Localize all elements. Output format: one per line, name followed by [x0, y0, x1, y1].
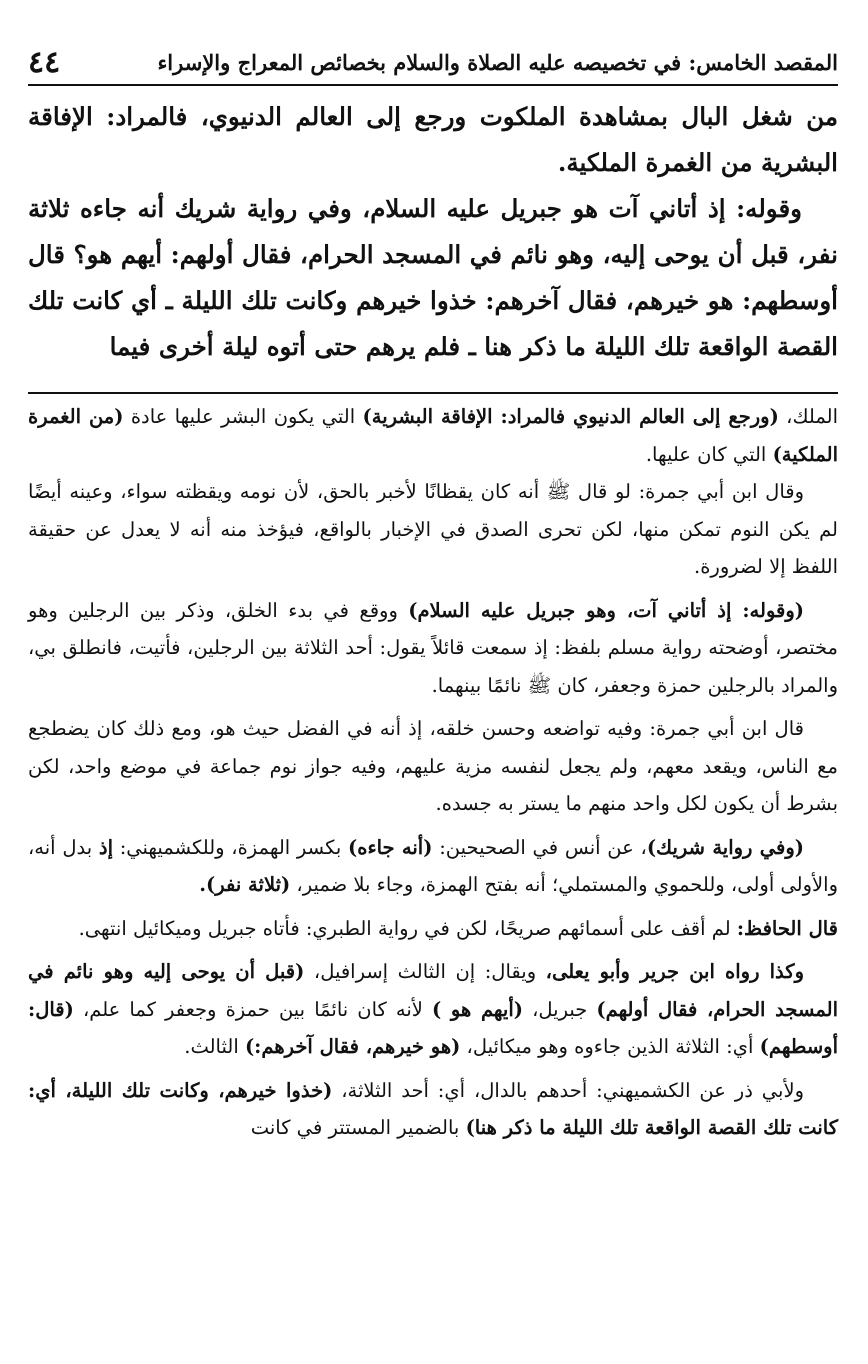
running-title: المقصد الخامس: في تخصيصه عليه الصلاة والسلام بخصائص المعراج والإسراء	[157, 49, 838, 75]
page-header	[28, 40, 838, 86]
main-text	[28, 94, 838, 370]
note-paragraph-1: الملك، (ورجع إلى العالم الدنيوي فالمراد: الإفاقة البشرية) التي يكون البشر عليها عادة (من الغمرة الملكية) التي كان عليها.	[28, 405, 838, 466]
note-paragraph-8: ولأبي ذر عن الكشميهني: أحدهم بالدال، أي: أحد الثلاثة، (خذوا خيرهم، وكانت تلك الليلة، أي: كانت تلك القصة الواقعة تلك الليلة ما ذكر هنا) بالضمير المستتر في كانت	[28, 1078, 838, 1139]
commentary-notes	[28, 398, 838, 1147]
footnote-divider	[28, 392, 838, 394]
note-paragraph-2: وقال ابن أبي جمرة: لو قال ﷺ أنه كان يقظانًا لأخبر بالحق، لأن نومه ويقظته سواء، وعينه أيضًا لم يكن النوم تمكن منها، لكن تحرى الصدق في الإخبار بالواقع، فيؤخذ منه أنه لا يعدل عن حقيقة اللفظ إلا لضرورة.	[28, 480, 838, 578]
note-paragraph-4: قال ابن أبي جمرة: وفيه تواضعه وحسن خلقه، إذ أنه في الفضل حيث هو، ومع ذلك كان يضطجع مع الناس، ويقعد معهم، ولم يجعل لنفسه مزية عليهم، وفيه جواز نوم جماعة في موضع واحد، لكن بشرط أن يكون لكل واحد منهم ما يستر به جسده.	[28, 717, 838, 815]
main-paragraph-2: وقوله: إذ أتاني آت هو جبريل عليه السلام، وفي رواية شريك أنه جاءه ثلاثة نفر، قبل أن يوحى إليه، وهو نائم في المسجد الحرام، فقال أولهم: أيهم هو؟ قال أوسطهم: هو خيرهم، فقال آخرهم: خذوا خيرهم وكانت تلك الليلة ـ أي كانت تلك القصة الواقعة تلك الليلة ما ذكر هنا ـ فلم يرهم حتى أتوه ليلة أخرى فيما	[28, 194, 838, 361]
page-number: ٤٤	[28, 44, 61, 80]
note-paragraph-6: قال الحافظ: لم أقف على أسمائهم صريحًا، لكن في رواية الطبري: فأتاه جبريل وميكائيل انتهى.	[78, 916, 838, 940]
main-paragraph-1: من شغل البال بمشاهدة الملكوت ورجع إلى العالم الدنيوي، فالمراد: الإفاقة البشرية من الغمرة الملكية.	[28, 102, 838, 177]
note-paragraph-3: (وقوله: إذ أتاني آت، وهو جبريل عليه السلام) ووقع في بدء الخلق، وذكر بين الرجلين وهو مختصر، أوضحته رواية مسلم بلفظ: إذ سمعت قائلاً يقول: أحد الثلاثة بين الرجلين، فأتيت، فانطلق بي، والمراد بالرجلين حمزة وجعفر، كان ﷺ نائمًا بينهما.	[28, 598, 838, 697]
note-paragraph-5: (وفي رواية شريك)، عن أنس في الصحيحين: (أنه جاءه) بكسر الهمزة، وللكشميهني: إذ بدل أنه، والأولى أولى، وللحموي والمستملي؛ أنه بفتح الهمزة، وجاء بلا ضمير، (ثلاثة نفر).	[28, 835, 838, 896]
note-paragraph-7: وكذا رواه ابن جرير وأبو يعلى، ويقال: إن الثالث إسرافيل، (قبل أن يوحى إليه وهو نائم في المسجد الحرام، فقال أولهم) جبريل، (أيهم هو ) لأنه كان نائمًا بين حمزة وجعفر كما علم، (قال: أوسطهم) أي: الثلاثة الذين جاءوه وهو ميكائيل، (هو خيرهم، فقال آخرهم:) الثالث.	[28, 960, 838, 1058]
